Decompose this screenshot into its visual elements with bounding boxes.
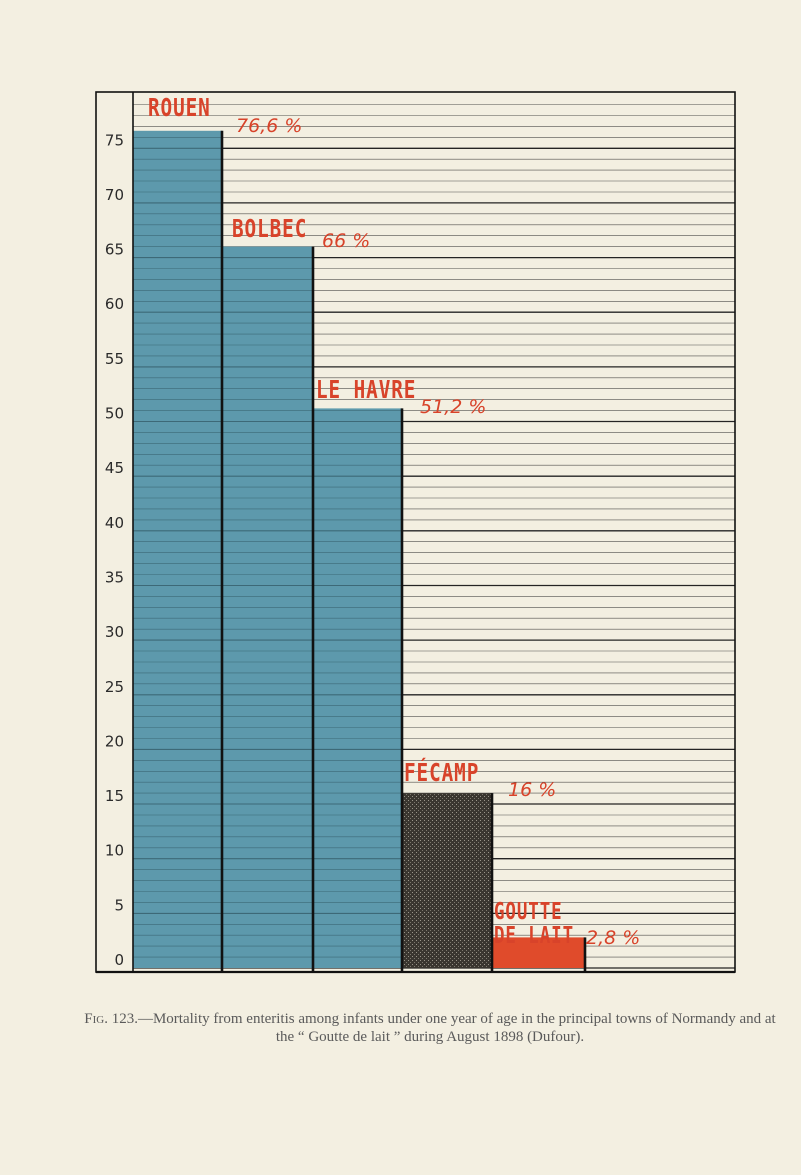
figure-caption [80, 1010, 780, 1046]
y-tick-label: 75 [104, 131, 124, 150]
y-tick-label: 70 [104, 185, 124, 204]
figure-number: Fig. 123. [84, 1011, 138, 1027]
bar-f-camp [402, 793, 492, 968]
y-tick-label: 30 [104, 623, 124, 642]
value-label: 2,8 % [586, 927, 641, 949]
y-tick-label: 65 [104, 240, 124, 259]
y-tick-label: 15 [104, 787, 124, 805]
category-label: ROUEN [148, 93, 211, 123]
bar-rouen [133, 131, 222, 968]
value-label: 76,6 % [236, 115, 303, 137]
y-tick-label: 10 [104, 841, 124, 860]
bars-group [133, 131, 585, 968]
y-tick-label: 45 [104, 459, 124, 478]
category-label: DE LAIT [493, 921, 575, 949]
category-label: GOUTTE [493, 897, 563, 925]
y-axis [105, 131, 124, 969]
value-label: 66 % [322, 230, 371, 252]
y-tick-label: 60 [104, 295, 124, 314]
category-label: BOLBEC [232, 214, 308, 244]
value-label: 16 % [508, 779, 557, 801]
y-tick-label: 20 [104, 732, 124, 751]
y-tick-label: 40 [104, 513, 124, 532]
bar-le-havre [313, 408, 402, 968]
caption-text: —Mortality from enteritis among infants under one year of age in the principal towns of Normandy and at the “ Goutte de lait ” during August 1898 (Dufour). [137, 1011, 776, 1045]
y-tick-label: 50 [104, 404, 124, 423]
y-tick-label: 5 [114, 896, 124, 915]
category-label: FÉCAMP [404, 758, 480, 788]
y-tick-label: 25 [104, 677, 124, 696]
y-tick-label: 35 [104, 568, 124, 587]
value-label: 51,2 % [420, 396, 487, 418]
y-tick-label: 55 [104, 349, 124, 368]
category-label: LE HAVRE [316, 375, 417, 405]
y-tick-label: 0 [114, 951, 124, 969]
